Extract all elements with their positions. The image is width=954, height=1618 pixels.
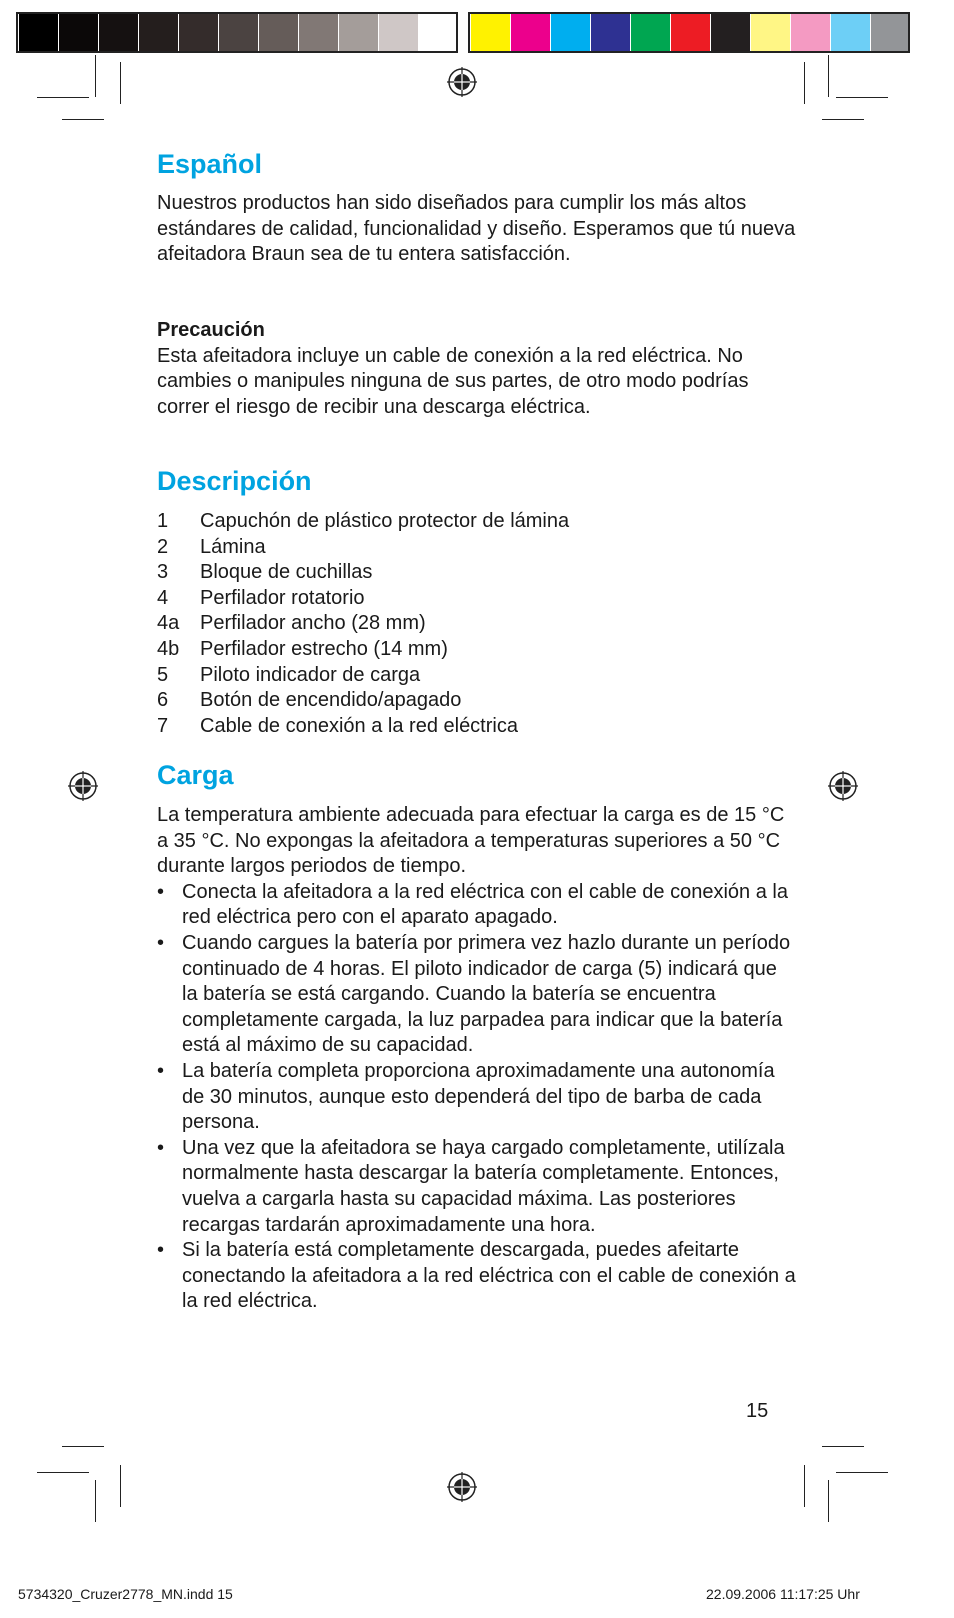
bullet-text: Una vez que la afeitadora se haya cargado completamente, utilízala normalmente hasta descargar la batería completamente. Entonces, vuelva a cargarla hasta su capacidad máxima. Las posteriores recargas tardarán aproximadamente una hora. <box>182 1136 785 1236</box>
crop-mark <box>804 62 805 104</box>
section-title: Español <box>157 149 263 179</box>
list-item <box>157 1238 797 1315</box>
crop-mark <box>828 55 829 97</box>
bullet-text: La batería completa proporciona aproximadamente una autonomía de 30 minutos, aunque esto dependerá del tipo de barba de cada persona. <box>182 1059 775 1134</box>
crop-mark <box>822 119 864 120</box>
list-item <box>157 637 797 663</box>
item-number: 1 <box>157 510 169 532</box>
section-descripcion <box>157 466 797 497</box>
registration-mark-icon <box>828 771 858 801</box>
grayscale-bar-frame <box>16 12 458 53</box>
item-label: Perfilador ancho (28 mm) <box>200 612 426 635</box>
crop-mark <box>95 1480 96 1522</box>
item-label: Perfilador rotatorio <box>200 586 365 609</box>
footer-timestamp: 22.09.2006 11:17:25 Uhr <box>706 1586 860 1602</box>
intro-block <box>157 191 797 268</box>
color-bar-frame <box>468 12 910 53</box>
crop-mark <box>836 97 888 98</box>
item-number: 5 <box>157 663 169 686</box>
crop-mark <box>120 1465 121 1507</box>
item-label: Cable de conexión a la red eléctrica <box>200 714 518 737</box>
section-title: Descripción <box>157 466 312 496</box>
section-carga <box>157 760 797 791</box>
item-number: 4 <box>157 586 169 609</box>
crop-mark <box>62 1446 104 1447</box>
parts-list-block <box>157 509 797 739</box>
item-label: Botón de encendido/apagado <box>200 689 462 712</box>
crop-mark <box>95 55 96 97</box>
parts-list <box>157 509 797 739</box>
bullet-text: Conecta la afeitadora a la red eléctrica con el cable de conexión a la red eléctrica pero con el aparato apagado. <box>182 880 788 929</box>
list-item <box>157 880 797 931</box>
list-item <box>157 714 797 740</box>
crop-mark <box>804 1465 805 1507</box>
caution-block <box>157 318 797 420</box>
section-title: Carga <box>157 760 234 790</box>
page-number: 15 <box>746 1400 769 1422</box>
caution-heading: Precaución <box>157 319 265 341</box>
section-espanol <box>157 149 797 180</box>
list-item <box>157 509 797 535</box>
crop-mark <box>62 119 104 120</box>
item-number: 6 <box>157 689 169 712</box>
intro-paragraph: Nuestros productos han sido diseñados para cumplir los más altos estándares de calidad, funcionalidad y diseño. Esperamos que tú nueva afeitadora Braun sea de tu entera satisfacción. <box>157 192 796 266</box>
list-item <box>157 535 797 561</box>
charging-steps-list <box>157 880 797 1315</box>
list-item <box>157 1136 797 1238</box>
bullet-icon: • <box>157 1239 165 1262</box>
registration-mark-icon <box>68 771 98 801</box>
registration-mark-icon <box>447 1472 477 1502</box>
item-label: Lámina <box>200 535 266 558</box>
list-item <box>157 688 797 714</box>
bullet-text: Cuando cargues la batería por primera vez hazlo durante un período continuado de 4 horas. El piloto indicador de carga (5) indicará que la batería se está cargando. Cuando la batería se encuentra completamente cargada, la luz parpadea para indicar que la batería está al máximo de su capacidad. <box>182 931 791 1057</box>
list-item <box>157 611 797 637</box>
footer-file-name: 5734320_Cruzer2778_MN.indd 15 <box>18 1586 233 1602</box>
list-item <box>157 931 797 1059</box>
registration-mark-icon <box>447 67 477 97</box>
crop-mark <box>37 1472 89 1473</box>
list-item <box>157 663 797 689</box>
item-number: 4a <box>157 612 180 635</box>
list-item <box>157 560 797 586</box>
list-item <box>157 586 797 612</box>
caution-paragraph: Esta afeitadora incluye un cable de conexión a la red eléctrica. No cambies o manipules ninguna de sus partes, de otro modo podrías correr el riesgo de recibir una descarga eléctrica. <box>157 344 749 418</box>
bullet-icon: • <box>157 1136 165 1159</box>
list-item <box>157 1059 797 1136</box>
item-label: Piloto indicador de carga <box>200 663 421 686</box>
item-number: 2 <box>157 535 169 558</box>
crop-mark <box>822 1446 864 1447</box>
item-label: Perfilador estrecho (14 mm) <box>200 637 448 660</box>
charging-block <box>157 803 797 1315</box>
bullet-icon: • <box>157 880 165 903</box>
crop-mark <box>37 97 89 98</box>
item-number: 7 <box>157 714 169 737</box>
charging-intro: La temperatura ambiente adecuada para efectuar la carga es de 15 °C a 35 °C. No expongas la afeitadora a temperaturas superiores a 50 °C durante largos periodos de tiempo. <box>157 804 785 878</box>
item-label: Bloque de cuchillas <box>200 561 373 584</box>
item-number: 3 <box>157 561 169 584</box>
crop-mark <box>828 1480 829 1522</box>
crop-mark <box>836 1472 888 1473</box>
item-label: Capuchón de plástico protector de lámina <box>200 510 570 532</box>
bullet-icon: • <box>157 1059 165 1082</box>
item-number: 4b <box>157 637 180 660</box>
crop-mark <box>120 62 121 104</box>
bullet-icon: • <box>157 931 165 954</box>
bullet-text: Si la batería está completamente descargada, puedes afeitarte conectando la afeitadora a la red eléctrica con el cable de conexión a la red eléctrica. <box>182 1239 796 1313</box>
